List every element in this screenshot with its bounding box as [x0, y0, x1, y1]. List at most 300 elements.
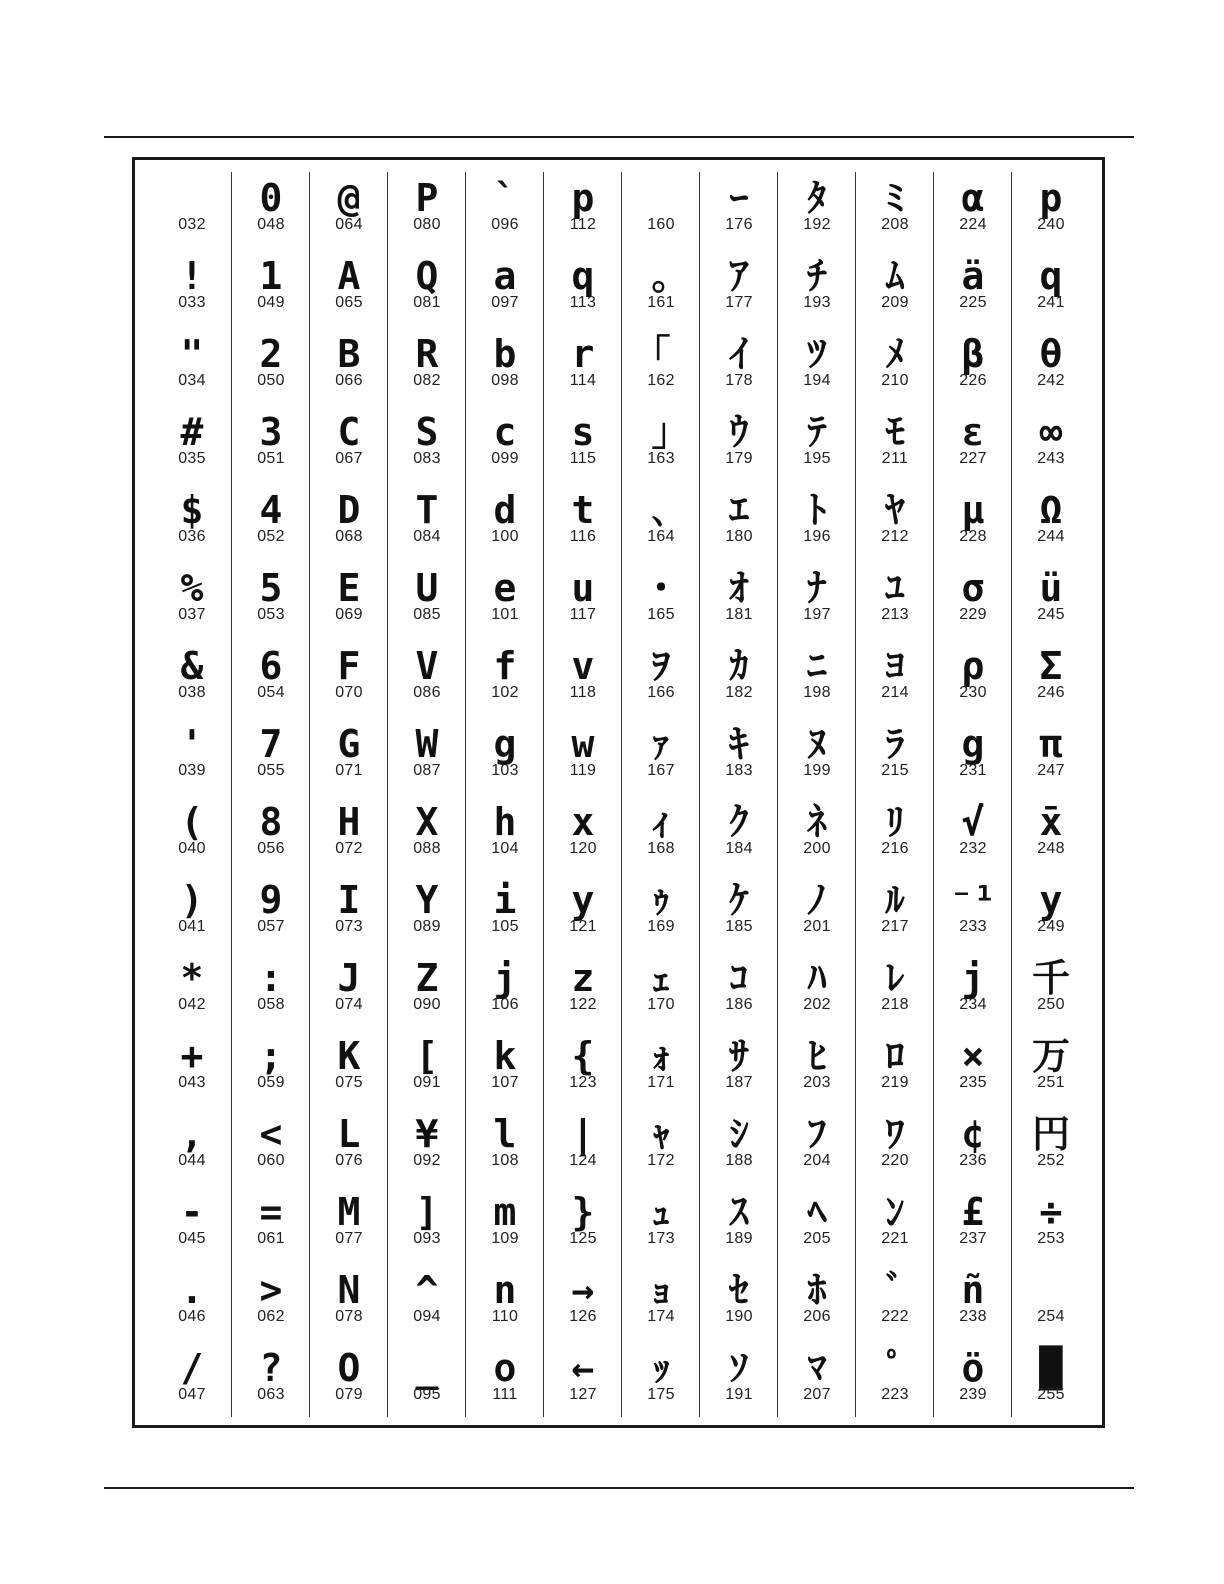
character-glyph: m	[493, 1190, 517, 1234]
character-cell	[153, 250, 231, 328]
chart-column	[543, 172, 621, 1417]
character-cell	[544, 172, 622, 250]
character-glyph: #	[180, 410, 204, 454]
character-cell	[232, 640, 310, 718]
character-cell	[622, 562, 700, 640]
character-code: 051	[257, 450, 285, 467]
character-code: 168	[647, 840, 675, 857]
character-glyph: ｢	[651, 332, 671, 376]
character-code: 083	[413, 450, 441, 467]
character-cell	[622, 250, 700, 328]
character-code: 087	[413, 762, 441, 779]
character-cell	[778, 1264, 856, 1342]
character-code: 111	[492, 1386, 518, 1403]
character-code: 254	[1037, 1308, 1065, 1325]
character-code: 108	[491, 1152, 519, 1169]
character-glyph: f	[493, 644, 517, 688]
character-code: 194	[803, 372, 831, 389]
character-cell	[856, 640, 934, 718]
character-code: 192	[803, 216, 831, 233]
character-cell	[934, 406, 1012, 484]
character-glyph: ｹ	[729, 878, 749, 922]
character-code: 114	[569, 372, 597, 389]
character-glyph: ,	[180, 1112, 204, 1156]
character-cell	[622, 874, 700, 952]
character-glyph: C	[337, 410, 361, 454]
character-cell	[232, 1030, 310, 1108]
character-cell	[544, 250, 622, 328]
character-cell	[153, 484, 231, 562]
character-code: 072	[335, 840, 363, 857]
character-glyph: >	[259, 1268, 283, 1312]
character-glyph: !	[180, 254, 204, 298]
character-cell	[856, 874, 934, 952]
character-code: 035	[178, 450, 206, 467]
character-glyph: ñ	[961, 1268, 985, 1312]
character-glyph: ﾉ	[807, 878, 827, 922]
character-glyph: ﾈ	[807, 800, 827, 844]
character-glyph: X	[415, 800, 439, 844]
character-code: 110	[491, 1308, 519, 1325]
character-cell	[1012, 1342, 1090, 1420]
character-code: 041	[178, 918, 206, 935]
character-code: 116	[569, 528, 597, 545]
character-cell	[934, 1186, 1012, 1264]
character-cell	[388, 796, 466, 874]
character-cell	[622, 328, 700, 406]
character-glyph: 5	[259, 566, 283, 610]
character-code: 226	[959, 372, 987, 389]
character-glyph: ﾍ	[807, 1190, 827, 1234]
character-cell	[934, 1108, 1012, 1186]
character-glyph: d	[493, 488, 517, 532]
character-cell	[700, 718, 778, 796]
character-cell	[232, 952, 310, 1030]
character-code: 044	[178, 1152, 206, 1169]
character-cell	[856, 796, 934, 874]
character-glyph: ﾜ	[885, 1112, 905, 1156]
character-code: 076	[335, 1152, 363, 1169]
character-glyph: *	[180, 956, 204, 1000]
character-cell	[466, 328, 544, 406]
character-code: 117	[569, 606, 597, 623]
character-cell	[153, 328, 231, 406]
character-glyph: ÷	[1039, 1190, 1063, 1234]
character-cell	[466, 1342, 544, 1420]
character-cell	[856, 172, 934, 250]
character-cell	[622, 718, 700, 796]
character-glyph: ｷ	[729, 722, 749, 766]
character-code: 034	[178, 372, 206, 389]
character-glyph: ｭ	[651, 1190, 671, 1234]
character-glyph: :	[259, 956, 283, 1000]
character-glyph: ｻ	[729, 1034, 749, 1078]
character-code: 053	[257, 606, 285, 623]
character-glyph: .	[180, 1268, 204, 1312]
character-cell	[622, 1108, 700, 1186]
character-code: 204	[803, 1152, 831, 1169]
character-code: 172	[647, 1152, 675, 1169]
character-glyph: l	[493, 1112, 517, 1156]
character-glyph: ﾓ	[885, 410, 905, 454]
character-code: 084	[413, 528, 441, 545]
character-glyph: Ω	[1039, 488, 1063, 532]
character-glyph: ﾋ	[807, 1034, 827, 1078]
character-code: 082	[413, 372, 441, 389]
character-code: 173	[647, 1230, 675, 1247]
character-code: 127	[569, 1386, 597, 1403]
character-cell	[622, 484, 700, 562]
character-glyph: u	[571, 566, 595, 610]
character-glyph: 千	[1031, 956, 1070, 1000]
character-glyph: ﾙ	[885, 878, 905, 922]
character-cell	[544, 562, 622, 640]
character-glyph: <	[259, 1112, 283, 1156]
character-cell	[934, 172, 1012, 250]
character-cell	[466, 640, 544, 718]
character-cell	[153, 796, 231, 874]
character-code: 065	[335, 294, 363, 311]
character-glyph: ﾚ	[885, 956, 905, 1000]
character-cell	[466, 484, 544, 562]
character-glyph: ﾛ	[885, 1034, 905, 1078]
character-cell	[388, 640, 466, 718]
chart-column	[1011, 172, 1089, 1417]
character-cell	[153, 172, 231, 250]
character-cell	[622, 952, 700, 1030]
character-code: 255	[1037, 1386, 1065, 1403]
character-code: 055	[257, 762, 285, 779]
character-code: 050	[257, 372, 285, 389]
character-code: 100	[491, 528, 519, 545]
character-code: 056	[257, 840, 285, 857]
character-cell	[856, 1186, 934, 1264]
character-glyph: O	[337, 1346, 361, 1390]
character-code: 042	[178, 996, 206, 1013]
character-glyph: $	[180, 488, 204, 532]
character-cell	[622, 1186, 700, 1264]
character-cell	[778, 1342, 856, 1420]
character-code: 106	[491, 996, 519, 1013]
character-cell	[232, 172, 310, 250]
character-glyph: ﾒ	[885, 332, 905, 376]
character-code: 236	[959, 1152, 987, 1169]
character-cell	[310, 718, 388, 796]
character-cell	[388, 1186, 466, 1264]
character-cell	[544, 874, 622, 952]
character-cell	[934, 1264, 1012, 1342]
character-glyph: ﾘ	[885, 800, 905, 844]
character-code: 070	[335, 684, 363, 701]
character-code: 067	[335, 450, 363, 467]
character-cell	[1012, 250, 1090, 328]
character-glyph: θ	[1039, 332, 1063, 376]
character-glyph: ﾃ	[807, 410, 827, 454]
character-code: 045	[178, 1230, 206, 1247]
character-cell	[388, 562, 466, 640]
character-code: 184	[725, 840, 753, 857]
character-code: 248	[1037, 840, 1065, 857]
character-code: 064	[335, 216, 363, 233]
character-glyph: 9	[259, 878, 283, 922]
character-code: 250	[1037, 996, 1065, 1013]
character-code: 161	[647, 294, 675, 311]
character-cell	[310, 562, 388, 640]
character-cell	[856, 1264, 934, 1342]
character-glyph: +	[180, 1034, 204, 1078]
character-code: 086	[413, 684, 441, 701]
character-code: 105	[491, 918, 519, 935]
character-glyph: ｰ	[729, 176, 749, 220]
character-code: 222	[881, 1308, 909, 1325]
character-code: 118	[569, 684, 597, 701]
character-cell	[622, 1342, 700, 1420]
character-glyph: ､	[651, 488, 671, 532]
character-code: 178	[725, 372, 753, 389]
character-cell	[778, 172, 856, 250]
character-glyph: w	[571, 722, 595, 766]
character-glyph: α	[961, 176, 985, 220]
character-glyph: x	[571, 800, 595, 844]
character-code: 160	[647, 216, 675, 233]
character-glyph: E	[337, 566, 361, 610]
character-code: 242	[1037, 372, 1065, 389]
character-code: 221	[881, 1230, 909, 1247]
character-code: 234	[959, 996, 987, 1013]
character-cell	[1012, 874, 1090, 952]
character-glyph: 7	[259, 722, 283, 766]
character-cell	[778, 484, 856, 562]
character-cell	[856, 328, 934, 406]
character-glyph: V	[415, 644, 439, 688]
character-code: 202	[803, 996, 831, 1013]
character-code: 107	[491, 1074, 519, 1091]
character-code: 223	[881, 1386, 909, 1403]
character-code: 091	[413, 1074, 441, 1091]
character-cell	[700, 172, 778, 250]
character-code: 166	[647, 684, 675, 701]
character-glyph: g	[961, 722, 985, 766]
character-glyph: σ	[961, 566, 985, 610]
character-code: 235	[959, 1074, 987, 1091]
character-cell	[232, 406, 310, 484]
character-glyph: (	[180, 800, 204, 844]
character-cell	[310, 1186, 388, 1264]
character-code: 069	[335, 606, 363, 623]
character-glyph: ﾗ	[885, 722, 905, 766]
character-glyph: ｡	[651, 254, 671, 298]
bottom-rule	[104, 1487, 1134, 1489]
character-glyph: I	[337, 878, 361, 922]
character-glyph: ^	[415, 1268, 439, 1312]
character-cell	[1012, 640, 1090, 718]
character-glyph: T	[415, 488, 439, 532]
character-cell	[153, 1030, 231, 1108]
character-glyph: ä	[961, 254, 985, 298]
character-cell	[466, 172, 544, 250]
character-code: 039	[178, 762, 206, 779]
character-cell	[232, 874, 310, 952]
character-code: 218	[881, 996, 909, 1013]
character-glyph: s	[571, 410, 595, 454]
character-code: 094	[413, 1308, 441, 1325]
character-code: 197	[803, 606, 831, 623]
character-glyph: x̄	[1039, 800, 1063, 844]
character-code: 201	[803, 918, 831, 935]
character-code: 085	[413, 606, 441, 623]
character-glyph: ﾖ	[885, 644, 905, 688]
character-code: 033	[178, 294, 206, 311]
character-cell	[153, 1342, 231, 1420]
character-code: 061	[257, 1230, 285, 1247]
character-code: 179	[725, 450, 753, 467]
chart-column	[231, 172, 309, 1417]
character-cell	[934, 874, 1012, 952]
character-glyph: ¥	[415, 1112, 439, 1156]
character-cell	[232, 796, 310, 874]
character-code: 209	[881, 294, 909, 311]
character-glyph: o	[493, 1346, 517, 1390]
character-cell	[232, 1342, 310, 1420]
character-code: 206	[803, 1308, 831, 1325]
character-cell	[310, 1264, 388, 1342]
character-code: 109	[491, 1230, 519, 1247]
character-glyph: M	[337, 1190, 361, 1234]
character-code: 068	[335, 528, 363, 545]
character-cell	[388, 484, 466, 562]
character-glyph: 8	[259, 800, 283, 844]
character-glyph	[153, 174, 231, 222]
character-cell	[700, 1030, 778, 1108]
character-code: 095	[413, 1386, 441, 1403]
character-code: 079	[335, 1386, 363, 1403]
character-code: 125	[569, 1230, 597, 1247]
character-glyph: 3	[259, 410, 283, 454]
character-code: 252	[1037, 1152, 1065, 1169]
character-cell	[388, 172, 466, 250]
character-code: 238	[959, 1308, 987, 1325]
character-glyph: R	[415, 332, 439, 376]
character-glyph: ｼ	[729, 1112, 749, 1156]
character-code: 043	[178, 1074, 206, 1091]
chart-column	[465, 172, 543, 1417]
character-glyph: ｨ	[651, 800, 671, 844]
character-glyph: [	[415, 1034, 439, 1078]
character-code: 253	[1037, 1230, 1065, 1247]
character-glyph: p	[1039, 176, 1063, 220]
character-glyph: p	[571, 176, 595, 220]
character-code: 073	[335, 918, 363, 935]
character-cell	[700, 1186, 778, 1264]
character-glyph: q	[571, 254, 595, 298]
character-cell	[778, 718, 856, 796]
character-code: 245	[1037, 606, 1065, 623]
character-code: 059	[257, 1074, 285, 1091]
character-glyph: 0	[259, 176, 283, 220]
character-cell	[700, 1264, 778, 1342]
character-code: 205	[803, 1230, 831, 1247]
character-code: 217	[881, 918, 909, 935]
character-glyph: ﾕ	[885, 566, 905, 610]
character-code: 207	[803, 1386, 831, 1403]
character-cell	[1012, 796, 1090, 874]
character-glyph: @	[337, 176, 361, 220]
character-cell	[388, 1342, 466, 1420]
character-glyph: √	[961, 800, 985, 844]
character-cell	[856, 484, 934, 562]
character-cell	[622, 796, 700, 874]
character-glyph: g	[493, 722, 517, 766]
character-cell	[232, 1108, 310, 1186]
character-cell	[1012, 952, 1090, 1030]
character-code: 186	[725, 996, 753, 1013]
character-cell	[934, 718, 1012, 796]
character-cell	[622, 172, 700, 250]
character-glyph: D	[337, 488, 361, 532]
character-glyph: ｦ	[651, 644, 671, 688]
character-code: 071	[335, 762, 363, 779]
character-cell	[388, 952, 466, 1030]
character-cell	[1012, 484, 1090, 562]
character-cell	[466, 718, 544, 796]
character-code: 040	[178, 840, 206, 857]
character-cell	[544, 328, 622, 406]
character-glyph: -	[180, 1190, 204, 1234]
character-glyph: i	[493, 878, 517, 922]
character-cell	[466, 250, 544, 328]
character-code: 099	[491, 450, 519, 467]
character-glyph: %	[180, 566, 204, 610]
character-code: 075	[335, 1074, 363, 1091]
character-cell	[232, 250, 310, 328]
character-glyph: ｯ	[651, 1346, 671, 1390]
character-code-chart	[132, 157, 1105, 1428]
character-code: 224	[959, 216, 987, 233]
character-code: 165	[647, 606, 675, 623]
chart-column	[855, 172, 933, 1417]
character-cell	[466, 1186, 544, 1264]
character-code: 183	[725, 762, 753, 779]
character-glyph: ρ	[961, 644, 985, 688]
character-cell	[310, 640, 388, 718]
character-code: 049	[257, 294, 285, 311]
character-cell	[1012, 1108, 1090, 1186]
character-cell	[310, 250, 388, 328]
character-glyph: t	[571, 488, 595, 532]
character-code: 175	[647, 1386, 675, 1403]
character-glyph: /	[180, 1346, 204, 1390]
character-glyph: ﾞ	[885, 1268, 905, 1312]
character-glyph: n	[493, 1268, 517, 1312]
character-code: 062	[257, 1308, 285, 1325]
character-glyph: £	[961, 1190, 985, 1234]
character-glyph: ｳ	[729, 410, 749, 454]
character-cell	[544, 1030, 622, 1108]
character-glyph: e	[493, 566, 517, 610]
character-cell	[778, 796, 856, 874]
character-glyph: S	[415, 410, 439, 454]
character-glyph: ｲ	[729, 332, 749, 376]
character-glyph: ;	[259, 1034, 283, 1078]
character-glyph: A	[337, 254, 361, 298]
character-cell	[856, 1342, 934, 1420]
character-glyph: J	[337, 956, 361, 1000]
character-cell	[934, 1342, 1012, 1420]
character-glyph: ｿ	[729, 1346, 749, 1390]
character-glyph: 円	[1031, 1112, 1070, 1156]
character-cell	[466, 406, 544, 484]
character-cell	[700, 796, 778, 874]
